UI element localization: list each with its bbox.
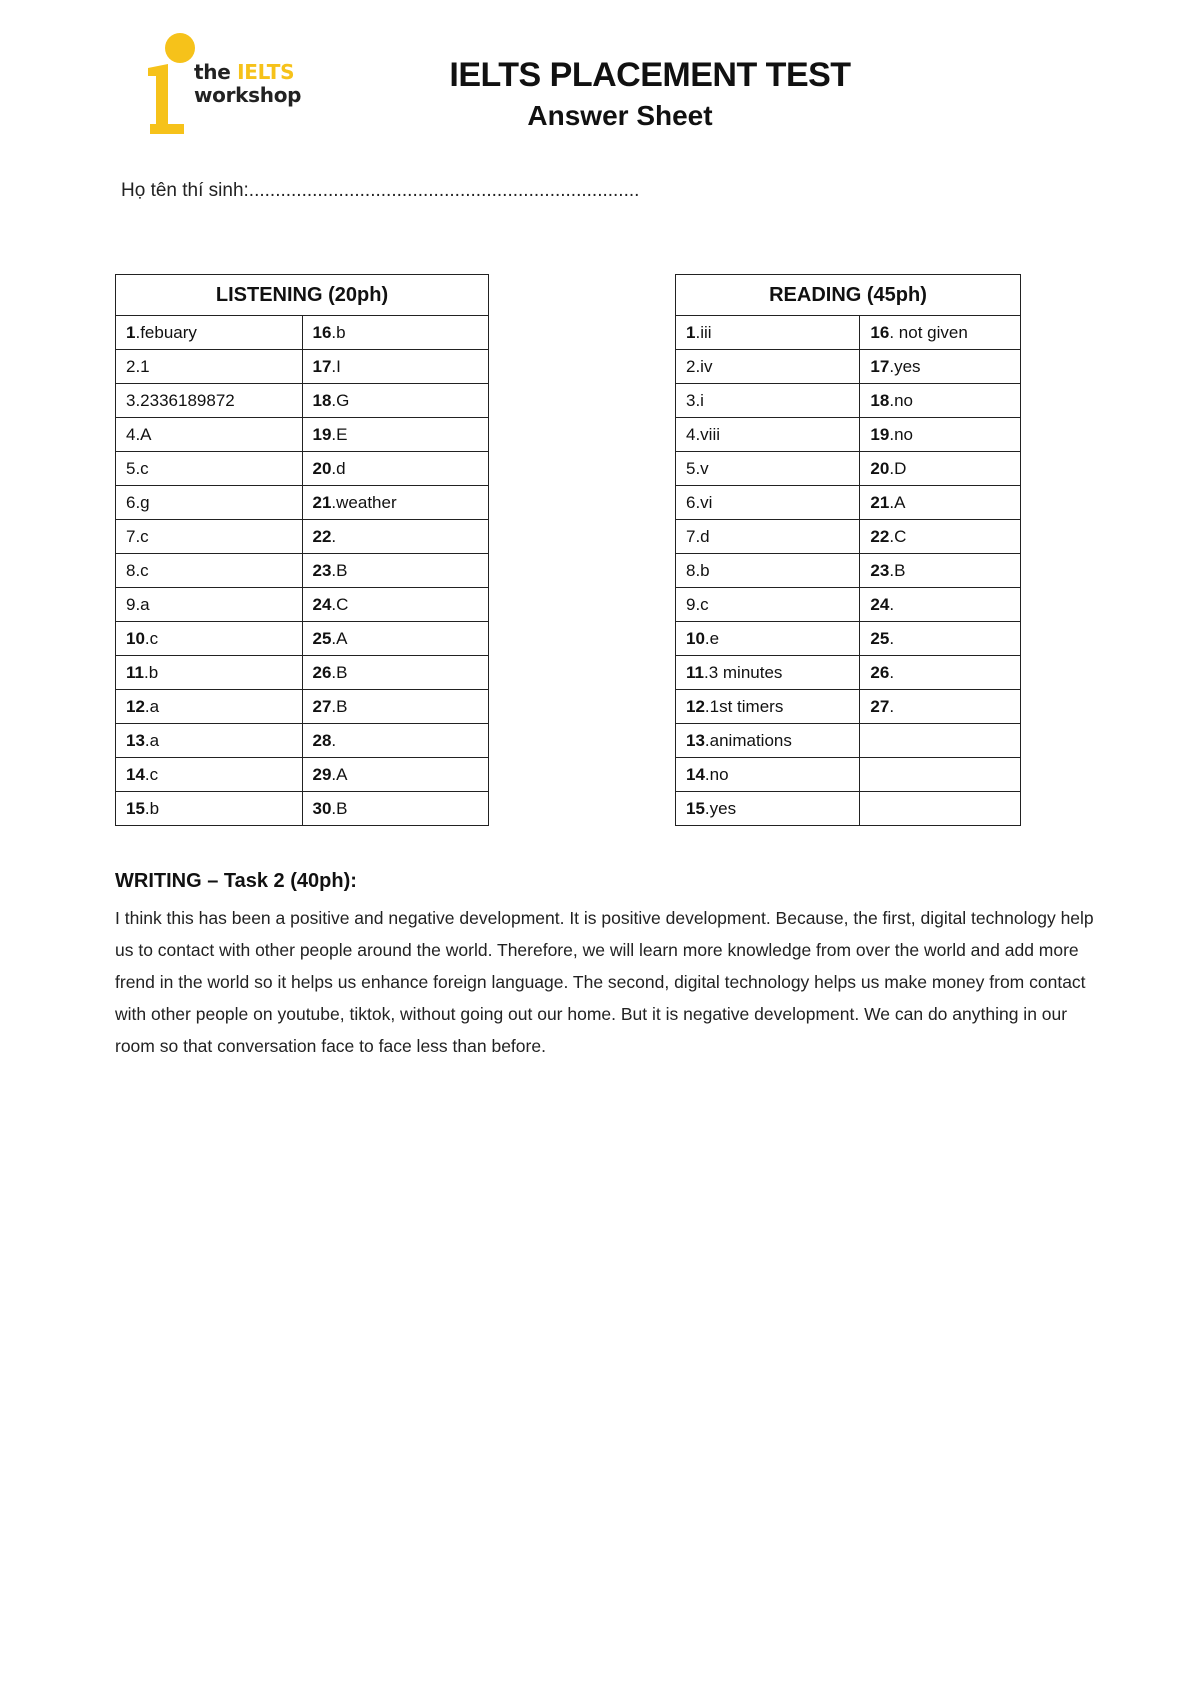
- listening-answer-cell: [302, 350, 489, 384]
- answer-text: .animations: [704, 730, 792, 750]
- question-number: 15: [686, 798, 705, 818]
- reading-row: [676, 554, 1021, 588]
- answer-text: .b: [331, 322, 346, 342]
- question-number: 18: [870, 390, 890, 410]
- answer-text: .e: [704, 628, 720, 648]
- reading-row: [676, 486, 1021, 520]
- logo-wordmark: [194, 61, 301, 107]
- answer-text: 5.v: [686, 458, 709, 478]
- listening-row: [116, 486, 489, 520]
- question-number: 23: [312, 560, 332, 580]
- answer-text: .G: [331, 390, 350, 410]
- reading-answer-cell: [676, 486, 860, 520]
- answer-text: .no: [889, 424, 913, 444]
- listening-answer-cell: [302, 588, 489, 622]
- listening-answer-cell: [116, 452, 303, 486]
- question-number: 27: [870, 696, 890, 716]
- listening-answer-cell: [116, 520, 303, 554]
- reading-row: [676, 384, 1021, 418]
- reading-row: [676, 316, 1021, 350]
- reading-answer-cell: [676, 792, 860, 826]
- reading-answer-cell: [676, 554, 860, 588]
- listening-answer-cell: [116, 622, 303, 656]
- answer-text: .iii: [695, 322, 712, 342]
- reading-answer-cell: [676, 316, 860, 350]
- answer-text: .a: [144, 730, 160, 750]
- reading-row: [676, 758, 1021, 792]
- answer-text: .no: [889, 390, 913, 410]
- answer-text: .: [889, 594, 895, 614]
- reading-row: [676, 690, 1021, 724]
- answer-text: .: [889, 662, 895, 682]
- listening-answer-cell: [302, 690, 489, 724]
- listening-row: [116, 758, 489, 792]
- writing-heading: WRITING – Task 2 (40ph):: [115, 870, 357, 892]
- answer-text: 5.c: [126, 458, 149, 478]
- listening-row: [116, 656, 489, 690]
- answer-text: 6.g: [126, 492, 150, 512]
- question-number: 13: [126, 730, 145, 750]
- question-number: 1: [686, 322, 696, 342]
- question-number: 11: [686, 662, 704, 682]
- reading-answer-cell: [860, 690, 1021, 724]
- listening-answer-cell: [302, 452, 489, 486]
- reading-answer-cell: [676, 656, 860, 690]
- reading-answer-cell: [676, 588, 860, 622]
- answer-text: .yes: [704, 798, 737, 818]
- answer-text: .I: [331, 356, 341, 376]
- question-number: 13: [686, 730, 705, 750]
- answer-text: 4.viii: [686, 424, 721, 444]
- reading-answer-cell: [860, 520, 1021, 554]
- question-number: 14: [126, 764, 145, 784]
- question-number: 28: [312, 730, 332, 750]
- logo-line1: the IELTS: [194, 60, 295, 84]
- answer-text: .: [889, 628, 895, 648]
- answer-text: .: [331, 526, 337, 546]
- answer-text: .B: [331, 662, 348, 682]
- question-number: 26: [870, 662, 890, 682]
- reading-row: [676, 418, 1021, 452]
- listening-row: [116, 350, 489, 384]
- listening-answer-cell: [302, 418, 489, 452]
- listening-row: [116, 316, 489, 350]
- question-number: 14: [686, 764, 705, 784]
- answer-text: .: [331, 730, 337, 750]
- question-number: 19: [870, 424, 890, 444]
- answer-text: .febuary: [135, 322, 197, 342]
- listening-answer-cell: [302, 486, 489, 520]
- listening-answer-table: [115, 274, 489, 826]
- listening-row: [116, 724, 489, 758]
- question-number: 21: [870, 492, 890, 512]
- question-number: 1: [126, 322, 136, 342]
- reading-row: [676, 622, 1021, 656]
- listening-answer-cell: [116, 418, 303, 452]
- answer-text: .B: [331, 798, 348, 818]
- listening-answer-cell: [116, 316, 303, 350]
- listening-answer-cell: [302, 554, 489, 588]
- listening-heading: LISTENING (20ph): [116, 275, 489, 316]
- question-number: 20: [870, 458, 890, 478]
- answer-text: .1st timers: [704, 696, 784, 716]
- reading-answer-cell: [860, 758, 1021, 792]
- answer-text: .A: [331, 764, 348, 784]
- answer-text: .weather: [331, 492, 397, 512]
- question-number: 10: [126, 628, 145, 648]
- listening-answer-cell: [302, 384, 489, 418]
- listening-answer-cell: [116, 758, 303, 792]
- reading-answer-cell: [860, 792, 1021, 826]
- question-number: 10: [686, 628, 705, 648]
- question-number: 30: [312, 798, 332, 818]
- listening-answer-cell: [116, 486, 303, 520]
- reading-answer-cell: [860, 452, 1021, 486]
- logo-line2: workshop: [194, 83, 302, 107]
- listening-answer-cell: [116, 792, 303, 826]
- reading-answer-cell: [676, 758, 860, 792]
- writing-answer: I think this has been a positive and negative development. It is positive development. Because, the first, digital technology help us to contact with other people around the world. Therefore, we will learn more knowledge from over the world and add more frend in the world so it helps us enhance foreign language. The second, digital technology helps us make money from contact with other people on youtube, tiktok, without going out our home. But it is negative development. We can do anything in our room so that conversation face to face less than before.: [115, 908, 1094, 1056]
- reading-answer-cell: [676, 452, 860, 486]
- answer-text: 9.c: [686, 594, 709, 614]
- answer-text: 4.A: [126, 424, 152, 444]
- question-number: 20: [312, 458, 332, 478]
- answer-text: .a: [144, 696, 160, 716]
- question-number: 22: [312, 526, 332, 546]
- question-number: 11: [126, 662, 144, 682]
- answer-text: .3 minutes: [703, 662, 783, 682]
- reading-answer-cell: [676, 520, 860, 554]
- answer-text: 7.d: [686, 526, 710, 546]
- reading-answer-cell: [860, 622, 1021, 656]
- reading-row: [676, 792, 1021, 826]
- listening-answer-cell: [116, 384, 303, 418]
- answer-text: .: [889, 696, 895, 716]
- reading-row: [676, 520, 1021, 554]
- reading-heading: READING (45ph): [676, 275, 1021, 316]
- answer-text: 2.iv: [686, 356, 713, 376]
- question-number: 26: [312, 662, 332, 682]
- reading-answer-cell: [676, 724, 860, 758]
- listening-row: [116, 384, 489, 418]
- listening-answer-cell: [302, 622, 489, 656]
- answer-text: .A: [331, 628, 348, 648]
- answer-text: .B: [331, 696, 348, 716]
- listening-row: [116, 520, 489, 554]
- listening-row: [116, 622, 489, 656]
- question-number: 16: [312, 322, 332, 342]
- answer-text: .c: [144, 764, 159, 784]
- question-number: 22: [870, 526, 890, 546]
- answer-text: .B: [889, 560, 906, 580]
- reading-answer-cell: [860, 554, 1021, 588]
- reading-row: [676, 452, 1021, 486]
- listening-row: [116, 452, 489, 486]
- reading-answer-cell: [676, 384, 860, 418]
- listening-answer-cell: [116, 724, 303, 758]
- listening-answer-cell: [302, 656, 489, 690]
- question-number: 15: [126, 798, 145, 818]
- question-number: 27: [312, 696, 332, 716]
- answer-text: .b: [143, 662, 159, 682]
- listening-answer-cell: [302, 520, 489, 554]
- question-number: 25: [870, 628, 890, 648]
- reading-answer-cell: [860, 656, 1021, 690]
- listening-answer-cell: [302, 316, 489, 350]
- reading-answer-cell: [860, 384, 1021, 418]
- listening-answer-cell: [302, 724, 489, 758]
- answer-text: 8.c: [126, 560, 149, 580]
- question-number: 12: [126, 696, 145, 716]
- candidate-name-field: Họ tên thí sinh:..........................................................................: [121, 180, 640, 201]
- reading-answer-table: [675, 274, 1021, 826]
- answer-text: 3.i: [686, 390, 704, 410]
- reading-row: [676, 588, 1021, 622]
- listening-row: [116, 418, 489, 452]
- reading-answer-cell: [676, 350, 860, 384]
- question-number: 17: [312, 356, 332, 376]
- reading-answer-cell: [860, 418, 1021, 452]
- listening-answer-cell: [116, 350, 303, 384]
- listening-answer-cell: [116, 588, 303, 622]
- answer-text: 6.vi: [686, 492, 713, 512]
- reading-answer-cell: [860, 350, 1021, 384]
- question-number: 29: [312, 764, 332, 784]
- reading-answer-cell: [860, 486, 1021, 520]
- reading-answer-cell: [860, 588, 1021, 622]
- answer-text: 3.2336189872: [126, 390, 235, 410]
- answer-text: .c: [144, 628, 159, 648]
- answer-text: .b: [144, 798, 160, 818]
- answer-text: . not given: [889, 322, 968, 342]
- answer-text: .D: [889, 458, 907, 478]
- question-number: 19: [312, 424, 332, 444]
- answer-text: .d: [331, 458, 346, 478]
- listening-answer-cell: [116, 690, 303, 724]
- question-number: 24: [312, 594, 332, 614]
- page-title: IELTS PLACEMENT TEST: [449, 56, 851, 94]
- reading-answer-cell: [676, 418, 860, 452]
- question-number: 12: [686, 696, 705, 716]
- answer-text: 8.b: [686, 560, 710, 580]
- listening-answer-cell: [116, 656, 303, 690]
- answer-text: .yes: [889, 356, 921, 376]
- question-number: 24: [870, 594, 890, 614]
- reading-row: [676, 350, 1021, 384]
- listening-answer-cell: [116, 554, 303, 588]
- answer-text: .C: [889, 526, 907, 546]
- answer-text: 7.c: [126, 526, 149, 546]
- question-number: 23: [870, 560, 890, 580]
- answer-text: 9.a: [126, 594, 150, 614]
- listening-row: [116, 588, 489, 622]
- question-number: 16: [870, 322, 890, 342]
- question-number: 21: [312, 492, 332, 512]
- reading-answer-cell: [676, 690, 860, 724]
- listening-row: [116, 792, 489, 826]
- reading-row: [676, 656, 1021, 690]
- answer-text: .A: [889, 492, 906, 512]
- listening-answer-cell: [302, 792, 489, 826]
- reading-row: [676, 724, 1021, 758]
- question-number: 18: [312, 390, 332, 410]
- answer-text: 2.1: [126, 356, 150, 376]
- answer-text: .E: [331, 424, 348, 444]
- reading-answer-cell: [676, 622, 860, 656]
- answer-text: .C: [331, 594, 349, 614]
- page-subtitle: Answer Sheet: [527, 100, 713, 131]
- question-number: 25: [312, 628, 332, 648]
- ielts-workshop-logo: [140, 28, 310, 140]
- listening-row: [116, 690, 489, 724]
- question-number: 17: [870, 356, 890, 376]
- answer-text: .B: [331, 560, 348, 580]
- reading-answer-cell: [860, 724, 1021, 758]
- listening-row: [116, 554, 489, 588]
- answer-text: .no: [704, 764, 729, 784]
- reading-answer-cell: [860, 316, 1021, 350]
- listening-answer-cell: [302, 758, 489, 792]
